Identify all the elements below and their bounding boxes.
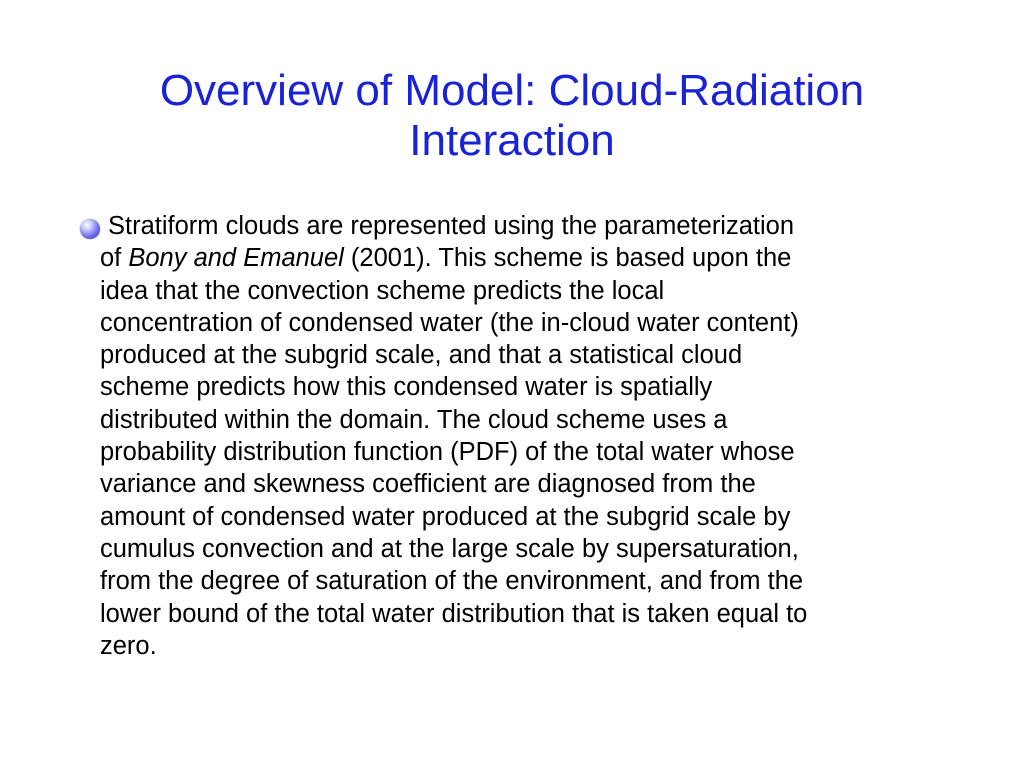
bullet-line-12: from the degree of saturation of the environment, and from the [100,567,804,596]
citation-authors: Bony and Emanuel [128,244,344,273]
bullet-line-7: distributed within the domain. The cloud scheme uses a [100,405,728,434]
bullet-line-2-post: (2001). This scheme is based upon the [343,244,792,273]
bullet-line-3: idea that the convection scheme predicts the local [100,276,665,305]
slide-title-line-1: Overview of Model: Cloud-Radiation [159,66,865,115]
bullet-line-5: produced at the subgrid scale, and that a statistical cloud [100,341,743,370]
bullet-paragraph [78,210,948,662]
bullet-line-4: concentration of condensed water (the in-cloud water content) [100,308,799,337]
bullet-line-2 [100,242,948,274]
bullet-line-13: lower bound of the total water distribution that is taken equal to [100,599,808,628]
bullet-line-14: zero. [100,631,157,660]
bullet-line-8: probability distribution function (PDF) of the total water whose [100,438,795,467]
bullet-line-1: Stratiform clouds are represented using the parameterization [108,212,795,240]
slide-title-line-2: Interaction [409,116,615,165]
bullet-line-6: scheme predicts how this condensed water is spatially [100,373,713,402]
bullet-line-2-pre: of [100,244,129,273]
bullet-line-11: cumulus convection and at the large scale by supersaturation, [100,534,799,563]
bullet-line-10: amount of condensed water produced at the subgrid scale by [100,502,791,531]
bullet-item [78,210,948,662]
slide-title [60,66,964,166]
blue-sphere-bullet-icon [80,219,100,239]
bullet-line-9: variance and skewness coefficient are diagnosed from the [100,470,756,499]
